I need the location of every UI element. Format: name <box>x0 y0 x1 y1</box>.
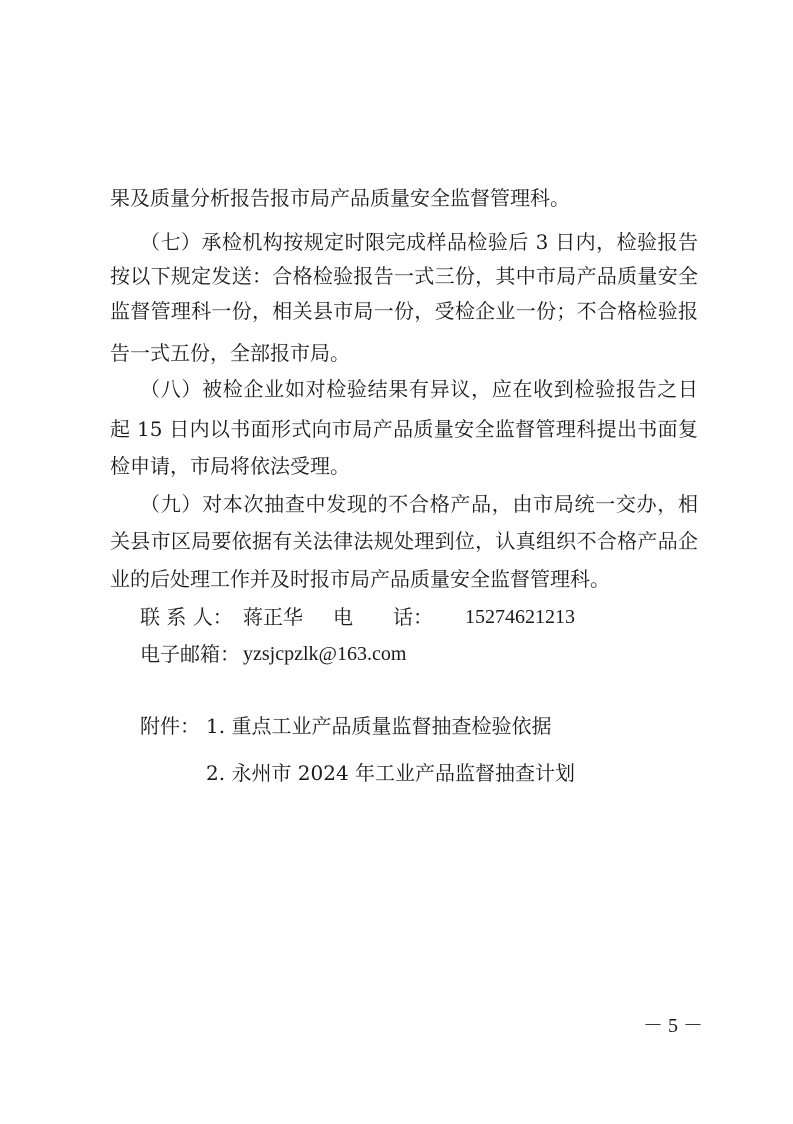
contact-person-label: 联 系 人： <box>140 605 233 629</box>
contact-email-label: 电子邮箱： <box>140 642 240 666</box>
paragraph-tail-line: 果及质量分析报告报市局产品质量安全监督管理科。 <box>110 186 570 210</box>
paragraph-7-line-4: 告一式五份，全部报市局。 <box>110 341 350 365</box>
contact-phone-value: 15274621213 <box>465 606 575 628</box>
page-number: － 5 － <box>643 1015 703 1037</box>
paragraph-9-line-3: 业的后处理工作并及时报市局产品质量安全监督管理科。 <box>110 567 610 591</box>
attachment-item-1: 1. 重点工业产品质量监督抽查检验依据 <box>206 714 552 738</box>
paragraph-7-line-1: （七）承检机构按规定时限完成样品检验后 3 日内，检验报告 <box>140 230 698 254</box>
paragraph-8-line-1: （八）被检企业如对检验结果有异议，应在收到检验报告之日 <box>140 377 698 401</box>
attachments-label: 附件： <box>140 714 200 738</box>
contact-phone-label: 电 话： <box>333 605 433 629</box>
paragraph-7-line-3: 监督管理科一份，相关县市局一份，受检企业一份；不合格检验报 <box>110 299 698 323</box>
paragraph-9-line-2: 关县市区局要依据有关法律法规处理到位，认真组织不合格产品企 <box>110 529 698 553</box>
contact-person-name: 蒋正华 <box>243 605 303 629</box>
attachment-item-2: 2. 永州市 2024 年工业产品监督抽查计划 <box>206 761 576 785</box>
paragraph-8-line-3: 检申请，市局将依法受理。 <box>110 454 350 478</box>
paragraph-8-line-2: 起 15 日内以书面形式向市局产品质量安全监督管理科提出书面复 <box>110 417 698 441</box>
paragraph-9-line-1: （九）对本次抽查中发现的不合格产品，由市局统一交办，相 <box>140 492 698 516</box>
contact-email-value: yzsjcpzlk@163.com <box>243 643 407 665</box>
paragraph-7-line-2: 按以下规定发送：合格检验报告一式三份，其中市局产品质量安全 <box>110 264 698 288</box>
